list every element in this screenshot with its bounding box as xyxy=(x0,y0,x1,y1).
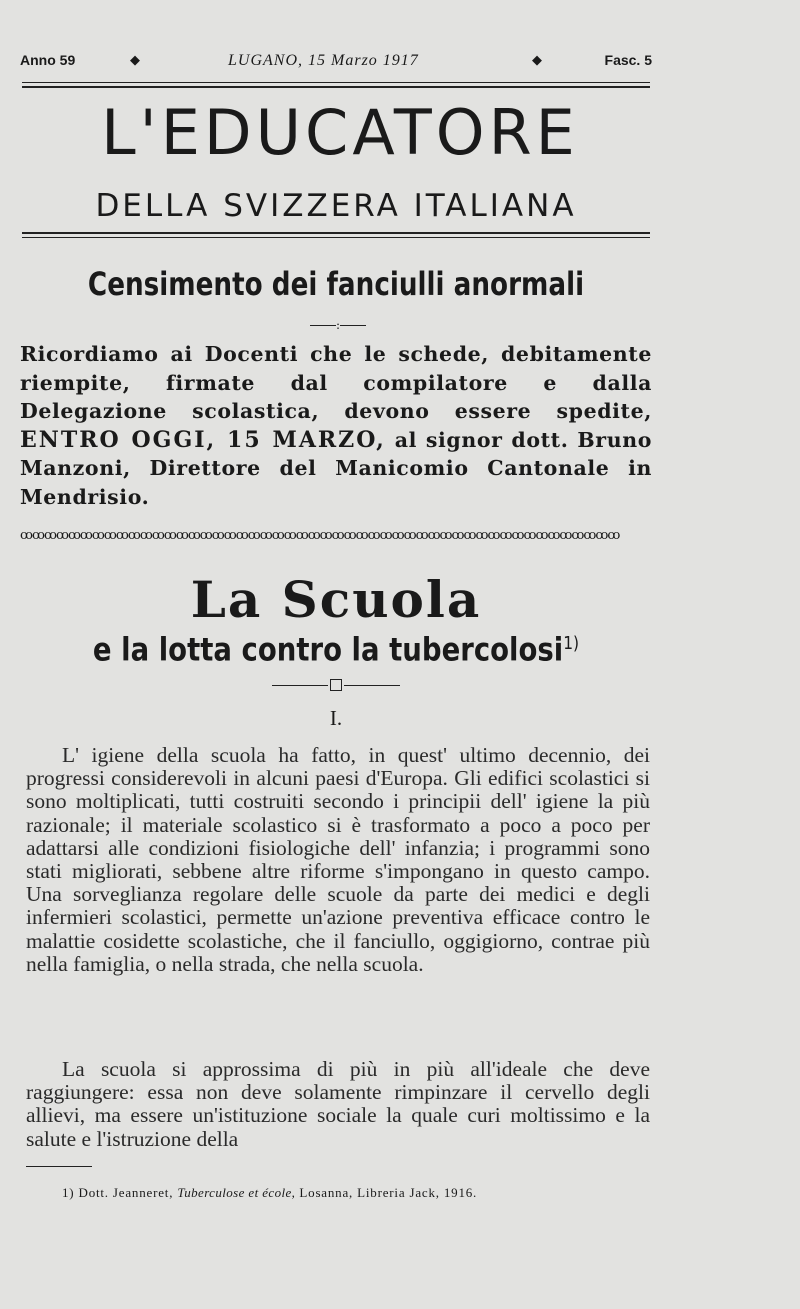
article-subtitle: e la lotta contro la tubercolosi$^{1)}$ xyxy=(92,630,580,669)
footnote-publisher: Losanna, Libreria Jack, 1916. xyxy=(299,1185,478,1200)
footnote xyxy=(62,1184,662,1202)
notice-body xyxy=(20,340,652,511)
separator: : xyxy=(300,318,376,332)
header-rule xyxy=(22,86,650,88)
masthead-title: L'EDUCATORE xyxy=(101,96,579,169)
issue-number: Anno 59 xyxy=(20,52,76,68)
article-paragraph: La scuola si approssima di più in più all'ideale che deve raggiungere: essa non deve solamente rimpinzare il cervello degli allievi, ma essere un'istituzione sociale la quale curi moltissimo e la salute e l'istruzione della xyxy=(26,1057,650,1151)
diamond-ornament-icon: ◆ xyxy=(130,52,140,67)
boxed-separator-icon xyxy=(272,678,400,694)
footnote-work: Tuberculose et école, xyxy=(177,1185,296,1200)
notice-text: Ricordiamo ai Docenti che le schede, debitamente riempite, firmate dal compilatore e dalla Delegazione scolastica, devono essere spedite, xyxy=(20,342,652,423)
ornamental-divider: ꝏꝏꝏꝏꝏꝏꝏꝏꝏꝏꝏꝏꝏꝏꝏꝏꝏꝏꝏꝏꝏꝏꝏꝏꝏꝏꝏꝏꝏꝏꝏꝏꝏꝏꝏꝏꝏꝏꝏꝏꝏꝏꝏꝏꝏꝏꝏꝏꝏꝏ xyxy=(20,528,620,543)
masthead-rule xyxy=(22,232,650,234)
masthead-rule xyxy=(22,237,650,238)
notice-deadline: ENTRO OGGI, 15 MARZO, xyxy=(20,426,386,453)
section-number: I. xyxy=(329,706,343,730)
notice-text: al signor dott. Bruno Manzoni, Direttore del Manicomio Cantonale in Mendrisio. xyxy=(20,427,652,509)
diamond-ornament-icon: ◆ xyxy=(532,52,542,67)
article-paragraph: L' igiene della scuola ha fatto, in quest' ultimo decennio, dei progressi considerevoli in alcuni paesi d'Europa. Gli edifici scolastici si sono moltiplicati, tutti costruiti secondo i principii dell' igiene la più razionale; il materiale scolastico si è trasformato a poco a poco per adattarsi alle condizioni fisiologiche dell' infanzia; i programmi sono stati migliorati, sebbene altre riforme s'impongano in questo campo. Una sorveglianza regolare delle scuole da parte dei medici e degli infermieri scolastici, permette un'azione preventiva efficace contro le malattie cosidette scolastiche, che il fanciullo, oggigiorno, contrae più nella famiglia, o nella strada, che nella scuola. xyxy=(26,743,650,976)
footnote-author: Dott. Jeanneret, xyxy=(78,1185,174,1200)
header-rule xyxy=(22,82,650,83)
issue-date: LUGANO, 15 Marzo 1917 xyxy=(228,52,419,69)
footnote-rule xyxy=(26,1166,92,1167)
article-title: La Scuola xyxy=(190,570,482,629)
fascicle-number: Fasc. 5 xyxy=(604,52,652,68)
notice-title: Censimento dei fanciulli anormali xyxy=(87,265,585,303)
issue-header xyxy=(20,52,652,74)
footnote-mark: 1) xyxy=(62,1185,75,1200)
footnote-reference: 1) xyxy=(563,633,580,654)
masthead-subtitle: DELLA SVIZZERA ITALIANA xyxy=(95,188,577,224)
